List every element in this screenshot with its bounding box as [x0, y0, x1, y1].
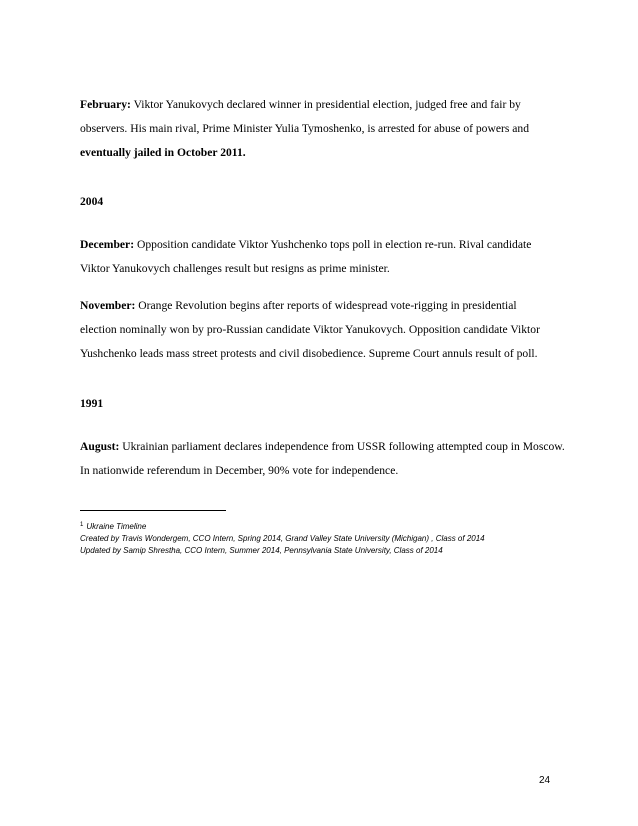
entry-line: [80, 294, 570, 318]
timeline-entry-november: [80, 294, 570, 366]
entry-line: observers. His main rival, Prime Minister Yulia Tymoshenko, is arrested for abuse of powers and: [80, 122, 529, 135]
footnote-separator: [80, 510, 226, 511]
entry-line: [80, 233, 570, 257]
entry-month-label: August:: [80, 440, 120, 453]
year-heading-2004: 2004: [80, 195, 104, 208]
entry-line: [80, 435, 570, 459]
footnote-text: Ukraine Timeline: [86, 522, 147, 531]
entry-line: election nominally won by pro-Russian candidate Viktor Yanukovych. Opposition candidate Viktor: [80, 323, 540, 336]
page-number: 24: [539, 775, 551, 786]
entry-month-label: February:: [80, 98, 131, 111]
entry-text: Viktor Yanukovych declared winner in presidential election, judged free and fair by: [130, 98, 521, 111]
footnote-title: [80, 519, 580, 533]
timeline-entry-august: [80, 435, 570, 483]
entry-line: In nationwide referendum in December, 90% vote for independence.: [80, 464, 399, 477]
footnote-marker: 1: [80, 522, 84, 528]
entry-text: Orange Revolution begins after reports of widespread vote-rigging in presidential: [135, 299, 517, 312]
entry-text: Opposition candidate Viktor Yushchenko tops poll in election re-run. Rival candidate: [134, 238, 532, 251]
entry-text: Ukrainian parliament declares independence from USSR following attempted coup in Moscow.: [119, 440, 565, 453]
footnote-credit: Created by Travis Wondergem, CCO Intern, Spring 2014, Grand Valley State University (Michigan) , Class of 2014: [80, 534, 485, 543]
timeline-entry-december: [80, 233, 570, 281]
entry-month-label: December:: [80, 238, 135, 251]
entry-line-bold: eventually jailed in October 2011.: [80, 146, 246, 159]
entry-month-label: November:: [80, 299, 136, 312]
timeline-entry-february: [80, 93, 570, 165]
footnote-credit: Updated by Samip Shrestha, CCO Intern, Summer 2014, Pennsylvania State University, Class of 2014: [80, 546, 443, 555]
year-heading-1991: 1991: [80, 397, 104, 410]
entry-line: Yushchenko leads mass street protests and civil disobedience. Supreme Court annuls result of poll.: [80, 347, 538, 360]
entry-line: Viktor Yanukovych challenges result but resigns as prime minister.: [80, 262, 390, 275]
entry-line: [80, 93, 570, 117]
